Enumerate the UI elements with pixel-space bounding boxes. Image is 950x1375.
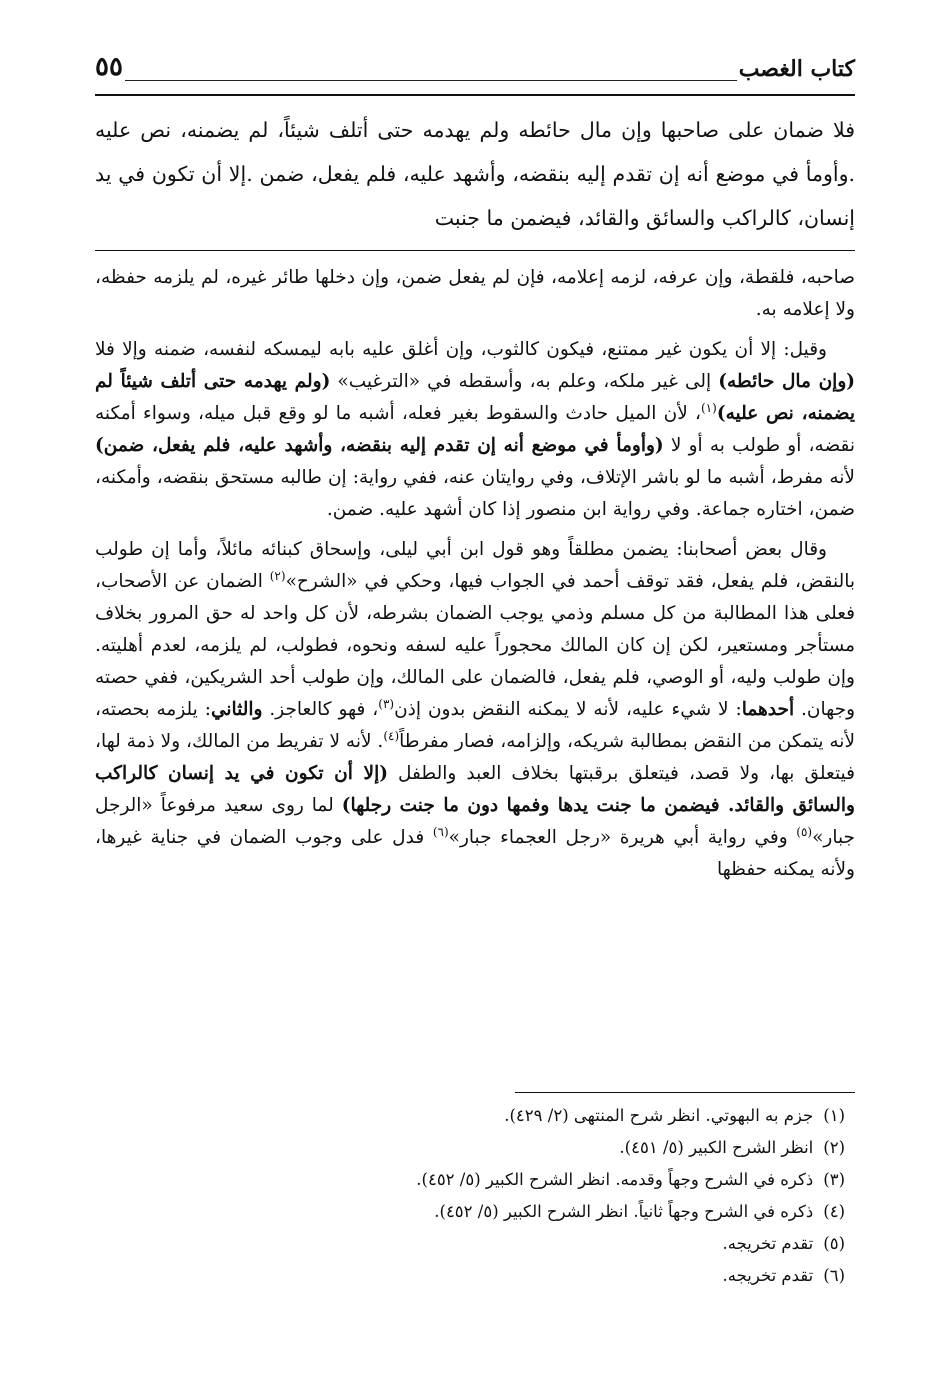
footnotes-list bbox=[95, 1100, 855, 1292]
footnote-divider bbox=[515, 1092, 855, 1093]
matn-quote: (إلا أن تكون في يد إنسان كالراكب والسائق والقائد. فيضمن ما جنت يدها وفمها دون ما جنت رجلها) bbox=[95, 763, 855, 816]
text-run: لأنه مفرط، أشبه ما لو باشر الإتلاف، وفي روايتان عنه، ففي رواية: إن طالبه مستحق بنقضه، وأمكنه، ضمن، اختاره جماعة. وفي رواية ابن منصور إذا كان أشهد عليه. ضمن. bbox=[95, 467, 855, 520]
text-run: إلى غير ملكه، وعلم به، وأسقطه في «الترغيب» bbox=[330, 371, 719, 392]
running-header bbox=[95, 52, 855, 98]
text-run: . لأنه لا تفريط من المالك، ولا ذمة لها، فيتعلق بها، ولا قصد، فيتعلق برقبتها بخلاف العبد والطفل bbox=[95, 731, 855, 784]
commentary-paragraph-1: صاحبه، فلقطة، وإن عرفه، لزمه إعلامه، فإن لم يفعل ضمن، وإن دخلها طائر غيره، لم يلزمه حفظه، ولا إعلامه به. bbox=[95, 267, 855, 320]
footnote-number: (٣) bbox=[823, 1170, 845, 1189]
footnote-item bbox=[95, 1132, 855, 1164]
footnote-number: (١) bbox=[823, 1106, 845, 1125]
footnote-number: (٤) bbox=[823, 1202, 845, 1221]
text-run: لما روى سعيد مرفوعاً «الرجل جبار» bbox=[95, 795, 855, 848]
footnote-text: ذكره في الشرح وجهاً وقدمه. انظر الشرح الكبير (٥/ ٤٥٢). bbox=[416, 1170, 814, 1189]
footnote-text: تقدم تخريجه. bbox=[722, 1266, 814, 1285]
footnote-item bbox=[95, 1100, 855, 1132]
footnote-ref-4[interactable]: (٤) bbox=[383, 728, 400, 743]
text-run: فدل على وجوب الضمان في جناية غيرها، ولأنه يمكنه حفظها bbox=[95, 827, 855, 880]
matn-quote: (ولم يهدمه حتى أتلف شيئاً لم يضمنه، نص عليه) bbox=[95, 371, 855, 424]
footnote-item bbox=[95, 1164, 855, 1196]
header-line bbox=[125, 80, 737, 81]
commentary-paragraph-3 bbox=[95, 534, 855, 886]
page-number: ٥٥ bbox=[95, 52, 123, 82]
footnote-text: جزم به البهوتي. انظر شرح المنتهى (٢/ ٤٢٩). bbox=[504, 1106, 814, 1125]
footnote-item bbox=[95, 1196, 855, 1228]
footnote-item bbox=[95, 1260, 855, 1292]
footnote-text: تقدم تخريجه. bbox=[722, 1234, 814, 1253]
matn-quote: (وإن مال حائطه) bbox=[718, 371, 856, 392]
chapter-title: كتاب الغصب bbox=[738, 56, 855, 82]
footnote-ref-1[interactable]: (١) bbox=[700, 400, 717, 415]
matn-quote: (وأومأ في موضع أنه إن تقدم إليه بنقضه، وأشهد عليه، فلم يفعل، ضمن) bbox=[95, 435, 664, 456]
header-rule bbox=[95, 94, 855, 96]
bold-term: أحدهما bbox=[741, 699, 795, 720]
footnote-text: انظر الشرح الكبير (٥/ ٤٥١). bbox=[619, 1138, 814, 1157]
footnote-ref-5[interactable]: (٥) bbox=[796, 824, 813, 839]
matn-divider bbox=[95, 250, 855, 251]
footnote-ref-3[interactable]: (٣) bbox=[378, 696, 395, 711]
footnote-item bbox=[95, 1228, 855, 1260]
footnote-number: (٥) bbox=[823, 1234, 845, 1253]
text-run: : يلزمه بحصته، لأنه يتمكن من النقض بمطالبة شريكه، وإلزامه، فصار مفرطاً bbox=[95, 699, 855, 752]
footnote-ref-2[interactable]: (٢) bbox=[269, 568, 286, 583]
text-run: الضمان عن الأصحاب، فعلى هذا المطالبة من كل مسلم وذمي يوجب الضمان بشرطه، لأن كل واحد له حق المرور بخلاف مستأجر ومستعير، لكن إن كان المالك محجوراً عليه لسفه ونحوه، فطولب، لم يلزمه، لعدم أهليته. وإن طولب وليه، أو الوصي، فلم يفعل، فالضمان على المالك، وإن طولب أحد الشريكين، ففي حصته وجهان. bbox=[95, 571, 855, 720]
commentary-body bbox=[95, 262, 855, 894]
text-run: وفي رواية أبي هريرة «رجل العجماء جبار» bbox=[448, 827, 797, 848]
commentary-paragraph-2 bbox=[95, 334, 855, 526]
matn-text: فلا ضمان على صاحبها وإن مال حائطه ولم يهدمه حتى أتلف شيئاً، لم يضمنه، نص عليه .وأومأ في موضع أنه إن تقدم إليه بنقضه، وأشهد عليه، فلم يفعل، ضمن .إلا أن تكون في يد إنسان، كالراكب والسائق والقائد، فيضمن ما جنبت bbox=[95, 118, 855, 230]
text-run: وقيل: إلا أن يكون غير ممتنع، فيكون كالثوب، وإن أغلق عليه بابه ليمسكه لنفسه، ضمنه وإلا فلا bbox=[95, 339, 827, 360]
footnote-text: ذكره في الشرح وجهاً ثانياً. انظر الشرح الكبير (٥/ ٤٥٢). bbox=[434, 1202, 814, 1221]
footnote-number: (٦) bbox=[823, 1266, 845, 1285]
text-run: ، لأن الميل حادث والسقوط بغير فعله، أشبه ما لو وقع قبل ميله، وسواء أمكنه نقضه، أو طولب به أو لا bbox=[95, 403, 855, 456]
footnote-ref-6[interactable]: (٦) bbox=[432, 824, 449, 839]
text-run: : لا شيء عليه، لأنه لا يمكنه النقض بدون إذن bbox=[394, 699, 742, 720]
footnote-number: (٢) bbox=[823, 1138, 845, 1157]
text-run: وقال بعض أصحابنا: يضمن مطلقاً وهو قول ابن أبي ليلى، وإسحاق كبنائه مائلاً، وأما إن طولب بالنقض، فلم يفعل، فقد توقف أحمد في الجواب فيها، وحكي في «الشرح» bbox=[95, 539, 855, 592]
bold-term: والثاني bbox=[210, 699, 263, 720]
text-run: ، فهو كالعاجز. bbox=[262, 699, 379, 720]
